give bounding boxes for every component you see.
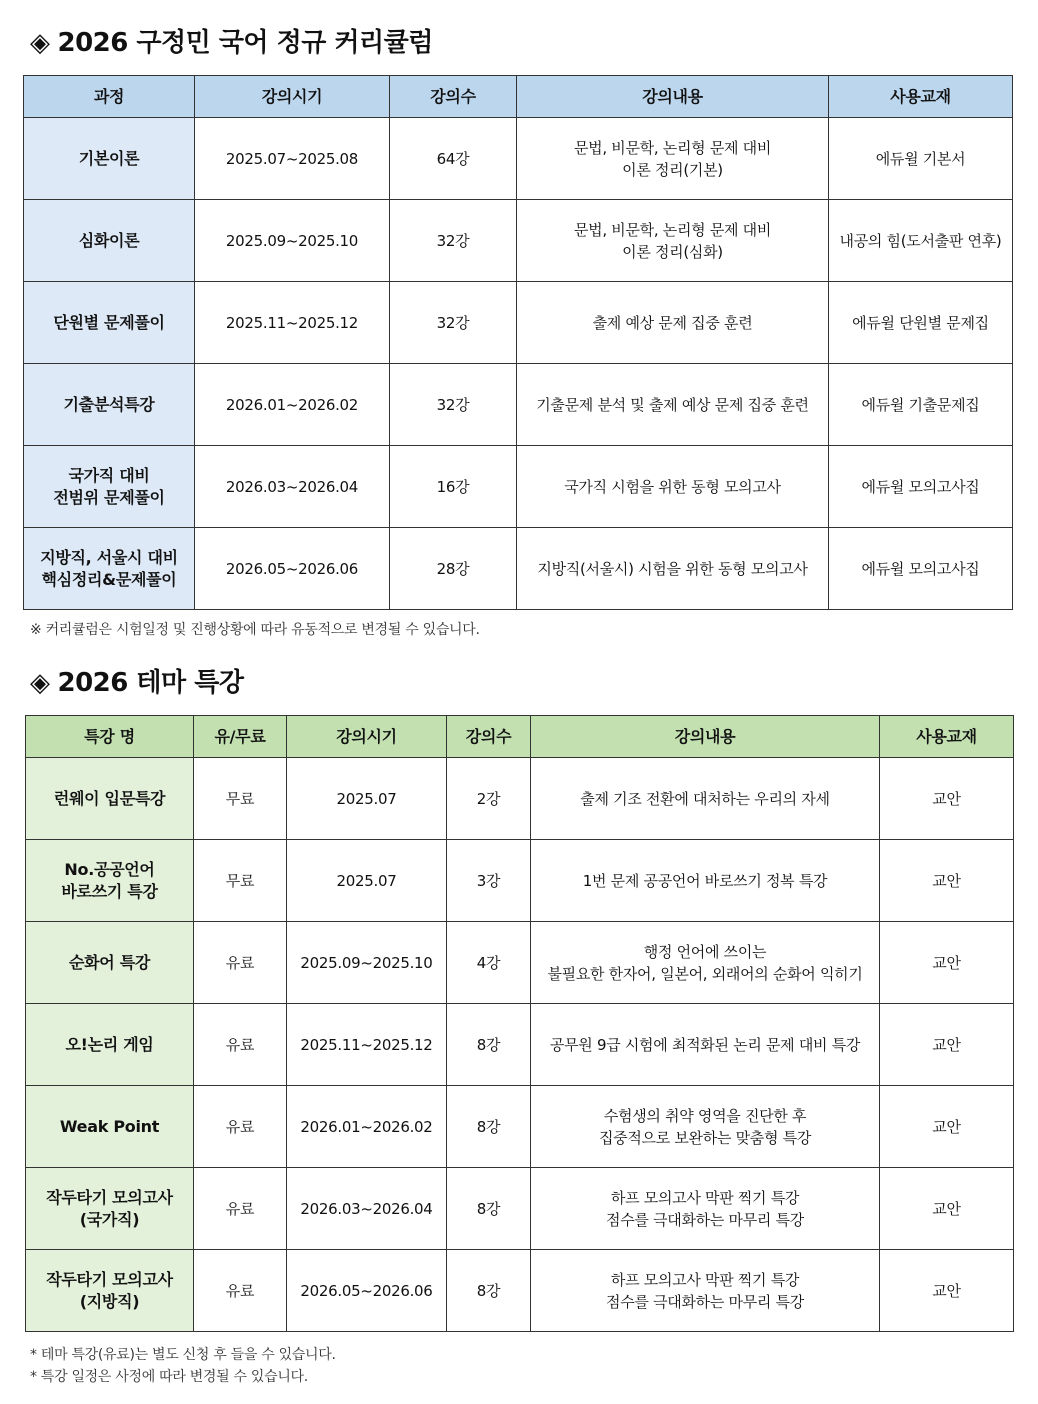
curriculum-header-row [24, 76, 1013, 118]
lecture-count: 28강 [390, 528, 517, 610]
lecture-count: 2강 [447, 758, 531, 840]
header-book: 사용교재 [880, 716, 1014, 758]
curriculum-table [23, 75, 1013, 610]
lecture-name: No.공공언어 바로쓰기 특강 [26, 840, 194, 922]
period: 2025.11~2025.12 [287, 1004, 447, 1086]
textbook: 교안 [880, 1086, 1014, 1168]
lecture-content: 출제 예상 문제 집중 훈련 [517, 282, 829, 364]
period: 2026.03~2026.04 [195, 446, 390, 528]
lecture-count: 8강 [447, 1004, 531, 1086]
lecture-count: 64강 [390, 118, 517, 200]
table-row [26, 1168, 1014, 1250]
period: 2026.03~2026.04 [287, 1168, 447, 1250]
table-row [26, 758, 1014, 840]
lecture-content: 문법, 비문학, 논리형 문제 대비 이론 정리(심화) [517, 200, 829, 282]
textbook: 교안 [880, 922, 1014, 1004]
textbook: 에듀윌 단원별 문제집 [829, 282, 1013, 364]
theme-note-2: * 특강 일정은 사정에 따라 변경될 수 있습니다. [30, 1369, 308, 1385]
lecture-name: 작두타기 모의고사 (지방직) [26, 1250, 194, 1332]
table-row [26, 840, 1014, 922]
period: 2025.09~2025.10 [287, 922, 447, 1004]
lecture-content: 지방직(서울시) 시험을 위한 동형 모의고사 [517, 528, 829, 610]
fee: 유료 [194, 1250, 287, 1332]
header-course: 과정 [24, 76, 195, 118]
fee: 유료 [194, 1168, 287, 1250]
fee: 무료 [194, 758, 287, 840]
lecture-name: 작두타기 모의고사 (국가직) [26, 1168, 194, 1250]
lecture-content: 기출문제 분석 및 출제 예상 문제 집중 훈련 [517, 364, 829, 446]
curriculum-title-text: 2026 구정민 국어 정규 커리큘럼 [57, 28, 433, 58]
lecture-count: 8강 [447, 1086, 531, 1168]
period: 2026.05~2026.06 [195, 528, 390, 610]
lecture-name: Weak Point [26, 1086, 194, 1168]
textbook: 에듀윌 기본서 [829, 118, 1013, 200]
fee: 유료 [194, 922, 287, 1004]
lecture-content: 행정 언어에 쓰이는 불필요한 한자어, 일본어, 외래어의 순화어 익히기 [531, 922, 880, 1004]
course-name: 심화이론 [24, 200, 195, 282]
textbook: 교안 [880, 1168, 1014, 1250]
period: 2026.01~2026.02 [287, 1086, 447, 1168]
diamond-icon: ◈ [30, 28, 50, 58]
theme-note-1: * 테마 특강(유료)는 별도 신청 후 들을 수 있습니다. [30, 1347, 336, 1363]
lecture-count: 8강 [447, 1168, 531, 1250]
header-book: 사용교재 [829, 76, 1013, 118]
table-row [24, 528, 1013, 610]
textbook: 교안 [880, 758, 1014, 840]
lecture-content: 수험생의 취약 영역을 진단한 후 집중적으로 보완하는 맞춤형 특강 [531, 1086, 880, 1168]
lecture-count: 32강 [390, 364, 517, 446]
textbook: 에듀윌 모의고사집 [829, 446, 1013, 528]
course-name: 단원별 문제풀이 [24, 282, 195, 364]
table-row [24, 446, 1013, 528]
table-row [24, 282, 1013, 364]
period: 2025.07~2025.08 [195, 118, 390, 200]
lecture-count: 16강 [390, 446, 517, 528]
lecture-content: 문법, 비문학, 논리형 문제 대비 이론 정리(기본) [517, 118, 829, 200]
curriculum-title [30, 22, 433, 59]
course-name: 국가직 대비 전범위 문제풀이 [24, 446, 195, 528]
period: 2026.01~2026.02 [195, 364, 390, 446]
textbook: 내공의 힘(도서출판 연후) [829, 200, 1013, 282]
textbook: 에듀윌 모의고사집 [829, 528, 1013, 610]
header-count: 강의수 [447, 716, 531, 758]
textbook: 교안 [880, 1004, 1014, 1086]
course-name: 기본이론 [24, 118, 195, 200]
theme-title-text: 2026 테마 특강 [57, 668, 244, 698]
lecture-count: 4강 [447, 922, 531, 1004]
theme-header-row [26, 716, 1014, 758]
table-row [24, 118, 1013, 200]
period: 2025.07 [287, 840, 447, 922]
course-name: 지방직, 서울시 대비 핵심정리&문제풀이 [24, 528, 195, 610]
fee: 유료 [194, 1086, 287, 1168]
table-row [26, 1004, 1014, 1086]
lecture-name: 순화어 특강 [26, 922, 194, 1004]
lecture-content: 출제 기조 전환에 대처하는 우리의 자세 [531, 758, 880, 840]
header-content: 강의내용 [531, 716, 880, 758]
lecture-name: 런웨이 입문특강 [26, 758, 194, 840]
textbook: 에듀윌 기출문제집 [829, 364, 1013, 446]
lecture-count: 32강 [390, 282, 517, 364]
lecture-count: 8강 [447, 1250, 531, 1332]
header-content: 강의내용 [517, 76, 829, 118]
fee: 무료 [194, 840, 287, 922]
header-count: 강의수 [390, 76, 517, 118]
lecture-name: 오!논리 게임 [26, 1004, 194, 1086]
theme-title [30, 662, 243, 699]
lecture-content: 하프 모의고사 막판 찍기 특강 점수를 극대화하는 마무리 특강 [531, 1168, 880, 1250]
theme-table [25, 715, 1014, 1332]
header-period: 강의시기 [287, 716, 447, 758]
table-row [26, 1086, 1014, 1168]
lecture-count: 32강 [390, 200, 517, 282]
period: 2025.11~2025.12 [195, 282, 390, 364]
lecture-content: 1번 문제 공공언어 바로쓰기 정복 특강 [531, 840, 880, 922]
course-name: 기출분석특강 [24, 364, 195, 446]
header-lecture-name: 특강 명 [26, 716, 194, 758]
lecture-content: 공무원 9급 시험에 최적화된 논리 문제 대비 특강 [531, 1004, 880, 1086]
fee: 유료 [194, 1004, 287, 1086]
period: 2025.09~2025.10 [195, 200, 390, 282]
table-row [26, 922, 1014, 1004]
lecture-count: 3강 [447, 840, 531, 922]
textbook: 교안 [880, 1250, 1014, 1332]
curriculum-note: ※ 커리큘럼은 시험일정 및 진행상황에 따라 유동적으로 변경될 수 있습니다. [30, 622, 480, 638]
diamond-icon: ◈ [30, 668, 50, 698]
textbook: 교안 [880, 840, 1014, 922]
table-row [26, 1250, 1014, 1332]
period: 2025.07 [287, 758, 447, 840]
period: 2026.05~2026.06 [287, 1250, 447, 1332]
lecture-content: 하프 모의고사 막판 찍기 특강 점수를 극대화하는 마무리 특강 [531, 1250, 880, 1332]
header-fee: 유/무료 [194, 716, 287, 758]
lecture-content: 국가직 시험을 위한 동형 모의고사 [517, 446, 829, 528]
table-row [24, 364, 1013, 446]
header-period: 강의시기 [195, 76, 390, 118]
table-row [24, 200, 1013, 282]
